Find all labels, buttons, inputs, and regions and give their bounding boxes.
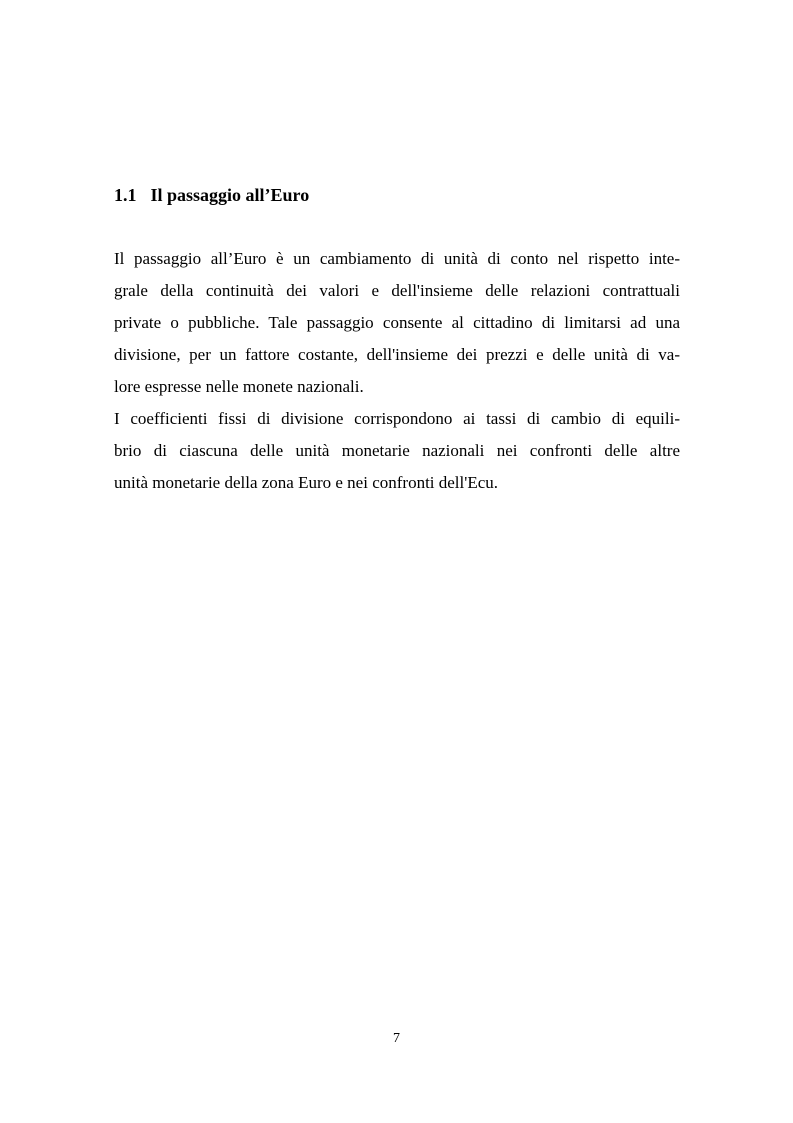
section-number: 1.1 <box>114 185 137 205</box>
paragraph-line: grale della continuità dei valori e dell'insieme delle relazioni contrattuali <box>114 281 680 300</box>
paragraph-line: private o pubbliche. Tale passaggio consente al cittadino di limitarsi ad una <box>114 313 680 332</box>
paragraph-line: Il passaggio all’Euro è un cambiamento di unità di conto nel rispetto inte- <box>114 249 680 268</box>
body-paragraphs <box>114 243 680 499</box>
paragraph-line: brio di ciascuna delle unità monetarie nazionali nei confronti delle altre <box>114 441 680 460</box>
section-heading <box>114 183 309 207</box>
paragraph-line: unità monetarie della zona Euro e nei confronti dell'Ecu. <box>114 473 498 492</box>
paragraph-line: I coefficienti fissi di divisione corrispondono ai tassi di cambio di equili- <box>114 409 680 428</box>
paragraph-line: lore espresse nelle monete nazionali. <box>114 377 364 396</box>
paragraph-line: divisione, per un fattore costante, dell'insieme dei prezzi e delle unità di va- <box>114 345 680 364</box>
page-number: 7 <box>393 1031 400 1046</box>
section-title: Il passaggio all’Euro <box>150 185 310 205</box>
